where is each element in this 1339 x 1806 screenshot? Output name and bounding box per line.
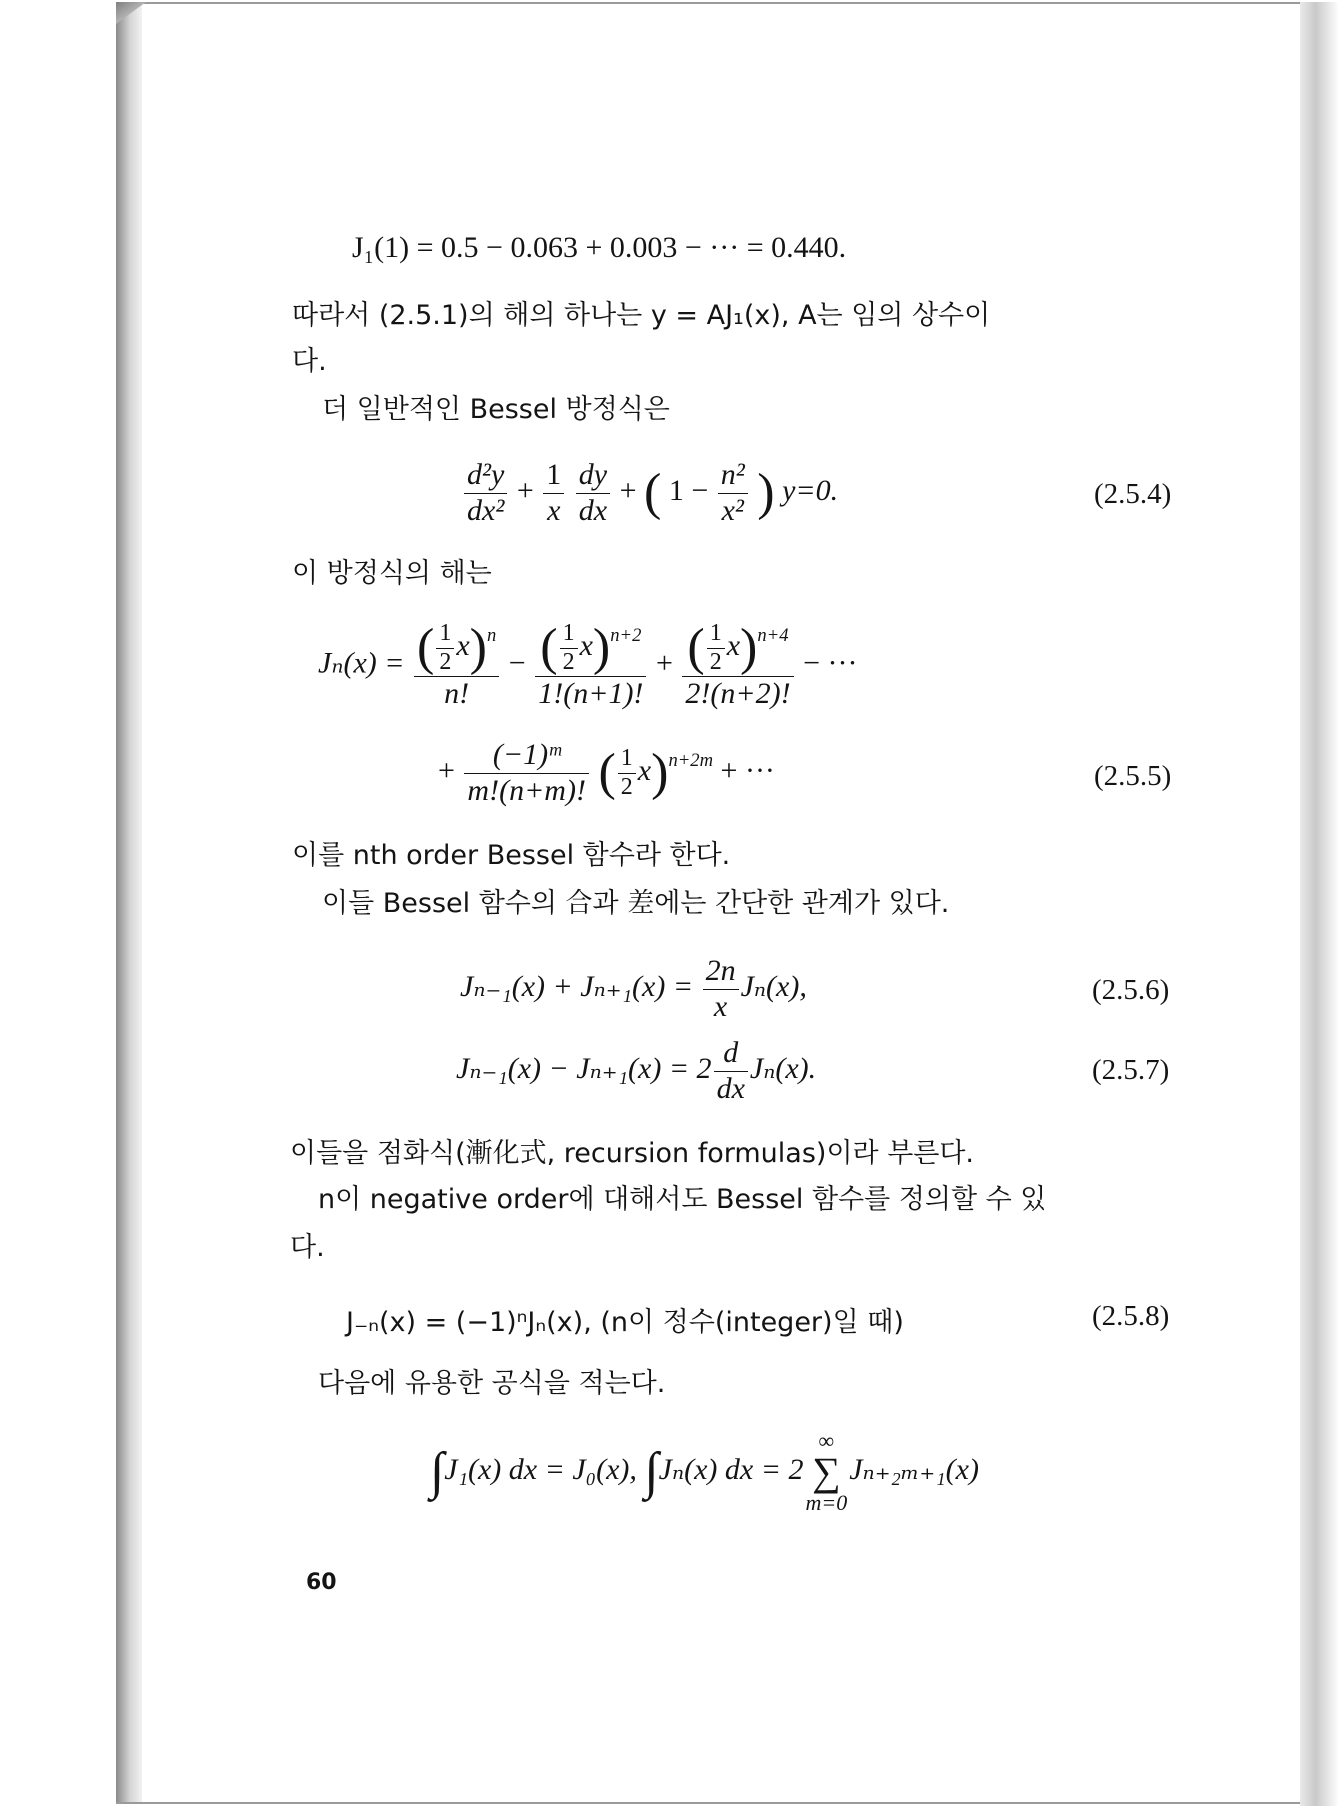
equation-2-5-7: Jₙ₋₁(x) − Jₙ₊₁(x) = 2 $\frac{d}{dx}$ Jₙ(x). — [456, 1036, 817, 1105]
eq255-term-4-coefficient: $\frac{\text{(−1)ᵐ}}{m!(n+m)!}$ — [464, 738, 589, 808]
page-right-shadow — [1300, 2, 1339, 1806]
eq255-half: $\frac{1}{2}$ — [618, 745, 636, 801]
eq254-frac-n2-x2: $\frac{\text{n²}}{\text{x²}}$ — [718, 458, 748, 528]
paragraph-1-line-1: 따라서 (2.5.1)의 해의 하나는 y = AJ₁(x), A는 임의 상수이 — [292, 300, 991, 331]
equation-2-5-5-line-2: + $\frac{\text{(−1)ᵐ}}{m!(n+m)!}$ ( $\frac{1}{2}$ x)$^{n+2m}$ + ··· — [438, 738, 775, 807]
equation-number-2-5-4: (2.5.4) — [1094, 478, 1172, 510]
eq255-term-1: ( $\frac{1}{2}$ x)$^n$ n! — [414, 620, 499, 712]
equation-2-5-6: Jₙ₋₁(x) + Jₙ₊₁(x) = $\frac{2n}{x}$ Jₙ(x), — [460, 954, 807, 1023]
page-spine-edge — [116, 4, 142, 1802]
paragraph-3: 이 방정식의 해는 — [292, 558, 492, 589]
equation-number-2-5-6: (2.5.6) — [1092, 974, 1170, 1006]
paragraph-4: 이를 nth order Bessel 함수라 한다. — [292, 840, 731, 871]
paragraph-5: 이들 Bessel 함수의 合과 差에는 간단한 관계가 있다. — [322, 888, 950, 919]
paragraph-8: 다음에 유용한 공식을 적는다. — [318, 1368, 666, 1399]
equation-2-5-8: J₋ₙ(x) = (−1)ⁿJₙ(x), (n이 정수(integer)일 때) — [346, 1307, 904, 1338]
equation-number-2-5-7: (2.5.7) — [1092, 1054, 1170, 1086]
equation-number-2-5-5: (2.5.5) — [1094, 760, 1172, 792]
paragraph-6: 이들을 점화식(漸化式, recursion formulas)이라 부른다. — [290, 1138, 975, 1169]
page-number: 60 — [306, 1570, 337, 1595]
equation-2-5-4: $\frac{\text{d²y}}{\text{dx²}}$ + $\frac{1}{x}$ $\frac{dy}{dx}$ + ( 1 − $\frac{\text{n²}}{\text{x²}}$ ) y=0. — [462, 458, 838, 528]
summation: ∞ ∑ m=0 — [805, 1428, 848, 1515]
integral-formulas: ∫J₁(x) dx = J₀(x), ∫Jₙ(x) dx = 2 ∞ ∑ m=0 Jₙ₊₂ₘ₊₁(x) — [430, 1428, 979, 1515]
eq254-frac-d2y-dx2: $\frac{\text{d²y}}{\text{dx²}}$ — [464, 458, 507, 528]
equation-number-2-5-8: (2.5.8) — [1092, 1300, 1170, 1332]
paragraph-7-line-1: n이 negative order에 대해서도 Bessel 함수를 정의할 수 있 — [318, 1184, 1047, 1215]
eq256-frac-2n-x: $\frac{2n}{x}$ — [703, 954, 739, 1024]
j1-value-line: J₁(1) = 0.5 − 0.063 + 0.003 − ··· = 0.440. — [352, 231, 847, 264]
paragraph-2: 더 일반적인 Bessel 방정식은 — [322, 394, 670, 425]
eq255-term-2: ( $\frac{1}{2}$ x)$^{n+2}$ 1!(n+1)! — [535, 620, 646, 712]
equation-2-5-5-line-1: Jₙ(x) = ( $\frac{1}{2}$ x)$^n$ n! − ( $\frac{1}{2}$ x)$^{n+2}$ 1!(n+1)! + ( $\frac{1}{2}$ x)$^{n+4}$ 2!(n+2)! − ··· — [318, 619, 858, 711]
paragraph-1-line-2: 다. — [292, 346, 327, 377]
eq257-frac-d-dx: $\frac{d}{dx}$ — [714, 1036, 748, 1106]
paragraph-7-line-2: 다. — [290, 1232, 325, 1263]
eq254-frac-dy-dx: $\frac{dy}{dx}$ — [576, 458, 610, 528]
eq255-term-3: ( $\frac{1}{2}$ x)$^{n+4}$ 2!(n+2)! — [682, 620, 793, 712]
eq254-frac-1-x: $\frac{1}{x}$ — [543, 458, 564, 528]
